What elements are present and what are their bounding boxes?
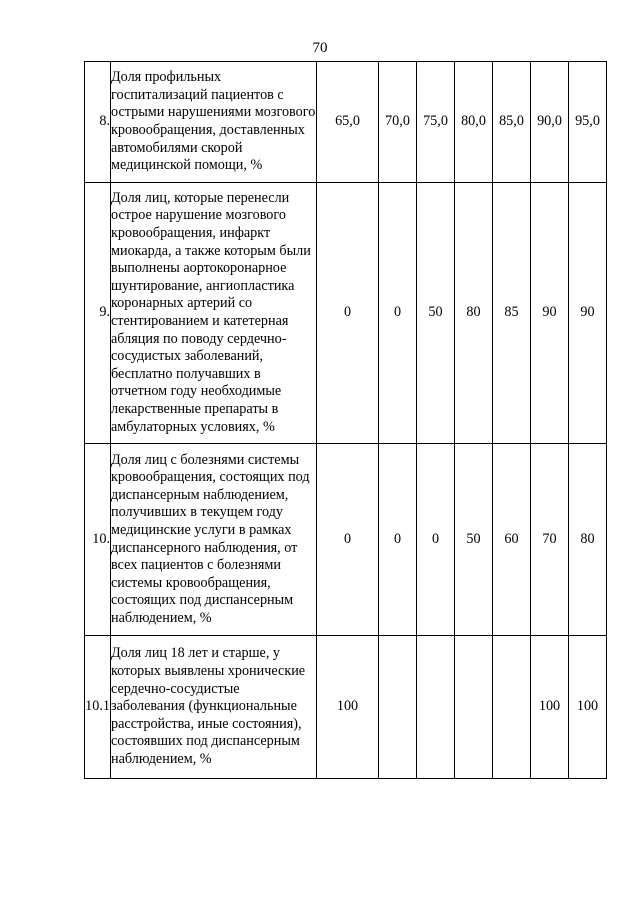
value-cell: 90,0: [531, 62, 569, 183]
value-cell: [379, 636, 417, 779]
value-cell: [455, 636, 493, 779]
indicator-description: Доля профильных госпитализаций пациентов с острыми нарушениями мозгового кровообращения, доставленных автомобилями скорой медицинской помощи, %: [111, 62, 317, 183]
value-cell: 80: [569, 444, 607, 636]
value-cell: [417, 636, 455, 779]
value-cell: 50: [417, 183, 455, 444]
value-cell: 90: [531, 183, 569, 444]
value-cell: 100: [569, 636, 607, 779]
table-row: [85, 62, 607, 183]
value-cell: 80,0: [455, 62, 493, 183]
table-row: [85, 444, 607, 636]
row-number: 10.1: [85, 636, 111, 779]
value-cell: 0: [379, 444, 417, 636]
value-cell: 65,0: [317, 62, 379, 183]
value-cell: 95,0: [569, 62, 607, 183]
value-cell: 0: [317, 183, 379, 444]
page-number: 70: [312, 40, 328, 56]
value-cell: 85: [493, 183, 531, 444]
indicator-description: Доля лиц, которые перенесли острое нарушение мозгового кровообращения, инфаркт миокарда, а также которым были выполнены аортокоронарное шунтирование, ангиопластика коронарных артерий со стентированием и катетерная абляция по поводу сердечно-сосудистых заболеваний, бесплатно получавших в отчетном году необходимые лекарственные препараты в амбулаторных условиях, %: [111, 183, 317, 444]
value-cell: 85,0: [493, 62, 531, 183]
indicators-table: [84, 61, 607, 779]
value-cell: 0: [417, 444, 455, 636]
row-number: 10.: [85, 444, 111, 636]
value-cell: 100: [317, 636, 379, 779]
value-cell: 70,0: [379, 62, 417, 183]
value-cell: 0: [317, 444, 379, 636]
value-cell: [493, 636, 531, 779]
value-cell: 90: [569, 183, 607, 444]
value-cell: 70: [531, 444, 569, 636]
table-row: [85, 183, 607, 444]
indicator-description: Доля лиц с болезнями системы кровообращения, состоящих под диспансерным наблюдением, получивших в текущем году медицинские услуги в рамках диспансерного наблюдения, от всех пациентов с болезнями системы кровообращения, состоящих под диспансерным наблюдением, %: [111, 444, 317, 636]
value-cell: 50: [455, 444, 493, 636]
table-row: [85, 636, 607, 779]
row-number: 9.: [85, 183, 111, 444]
value-cell: 60: [493, 444, 531, 636]
value-cell: 0: [379, 183, 417, 444]
value-cell: 80: [455, 183, 493, 444]
indicator-description: Доля лиц 18 лет и старше, у которых выявлены хронические сердечно-сосудистые заболевания (функциональные расстройства, иные состояния), состоявших под диспансерным наблюдением, %: [111, 636, 317, 779]
value-cell: 100: [531, 636, 569, 779]
row-number: 8.: [85, 62, 111, 183]
value-cell: 75,0: [417, 62, 455, 183]
